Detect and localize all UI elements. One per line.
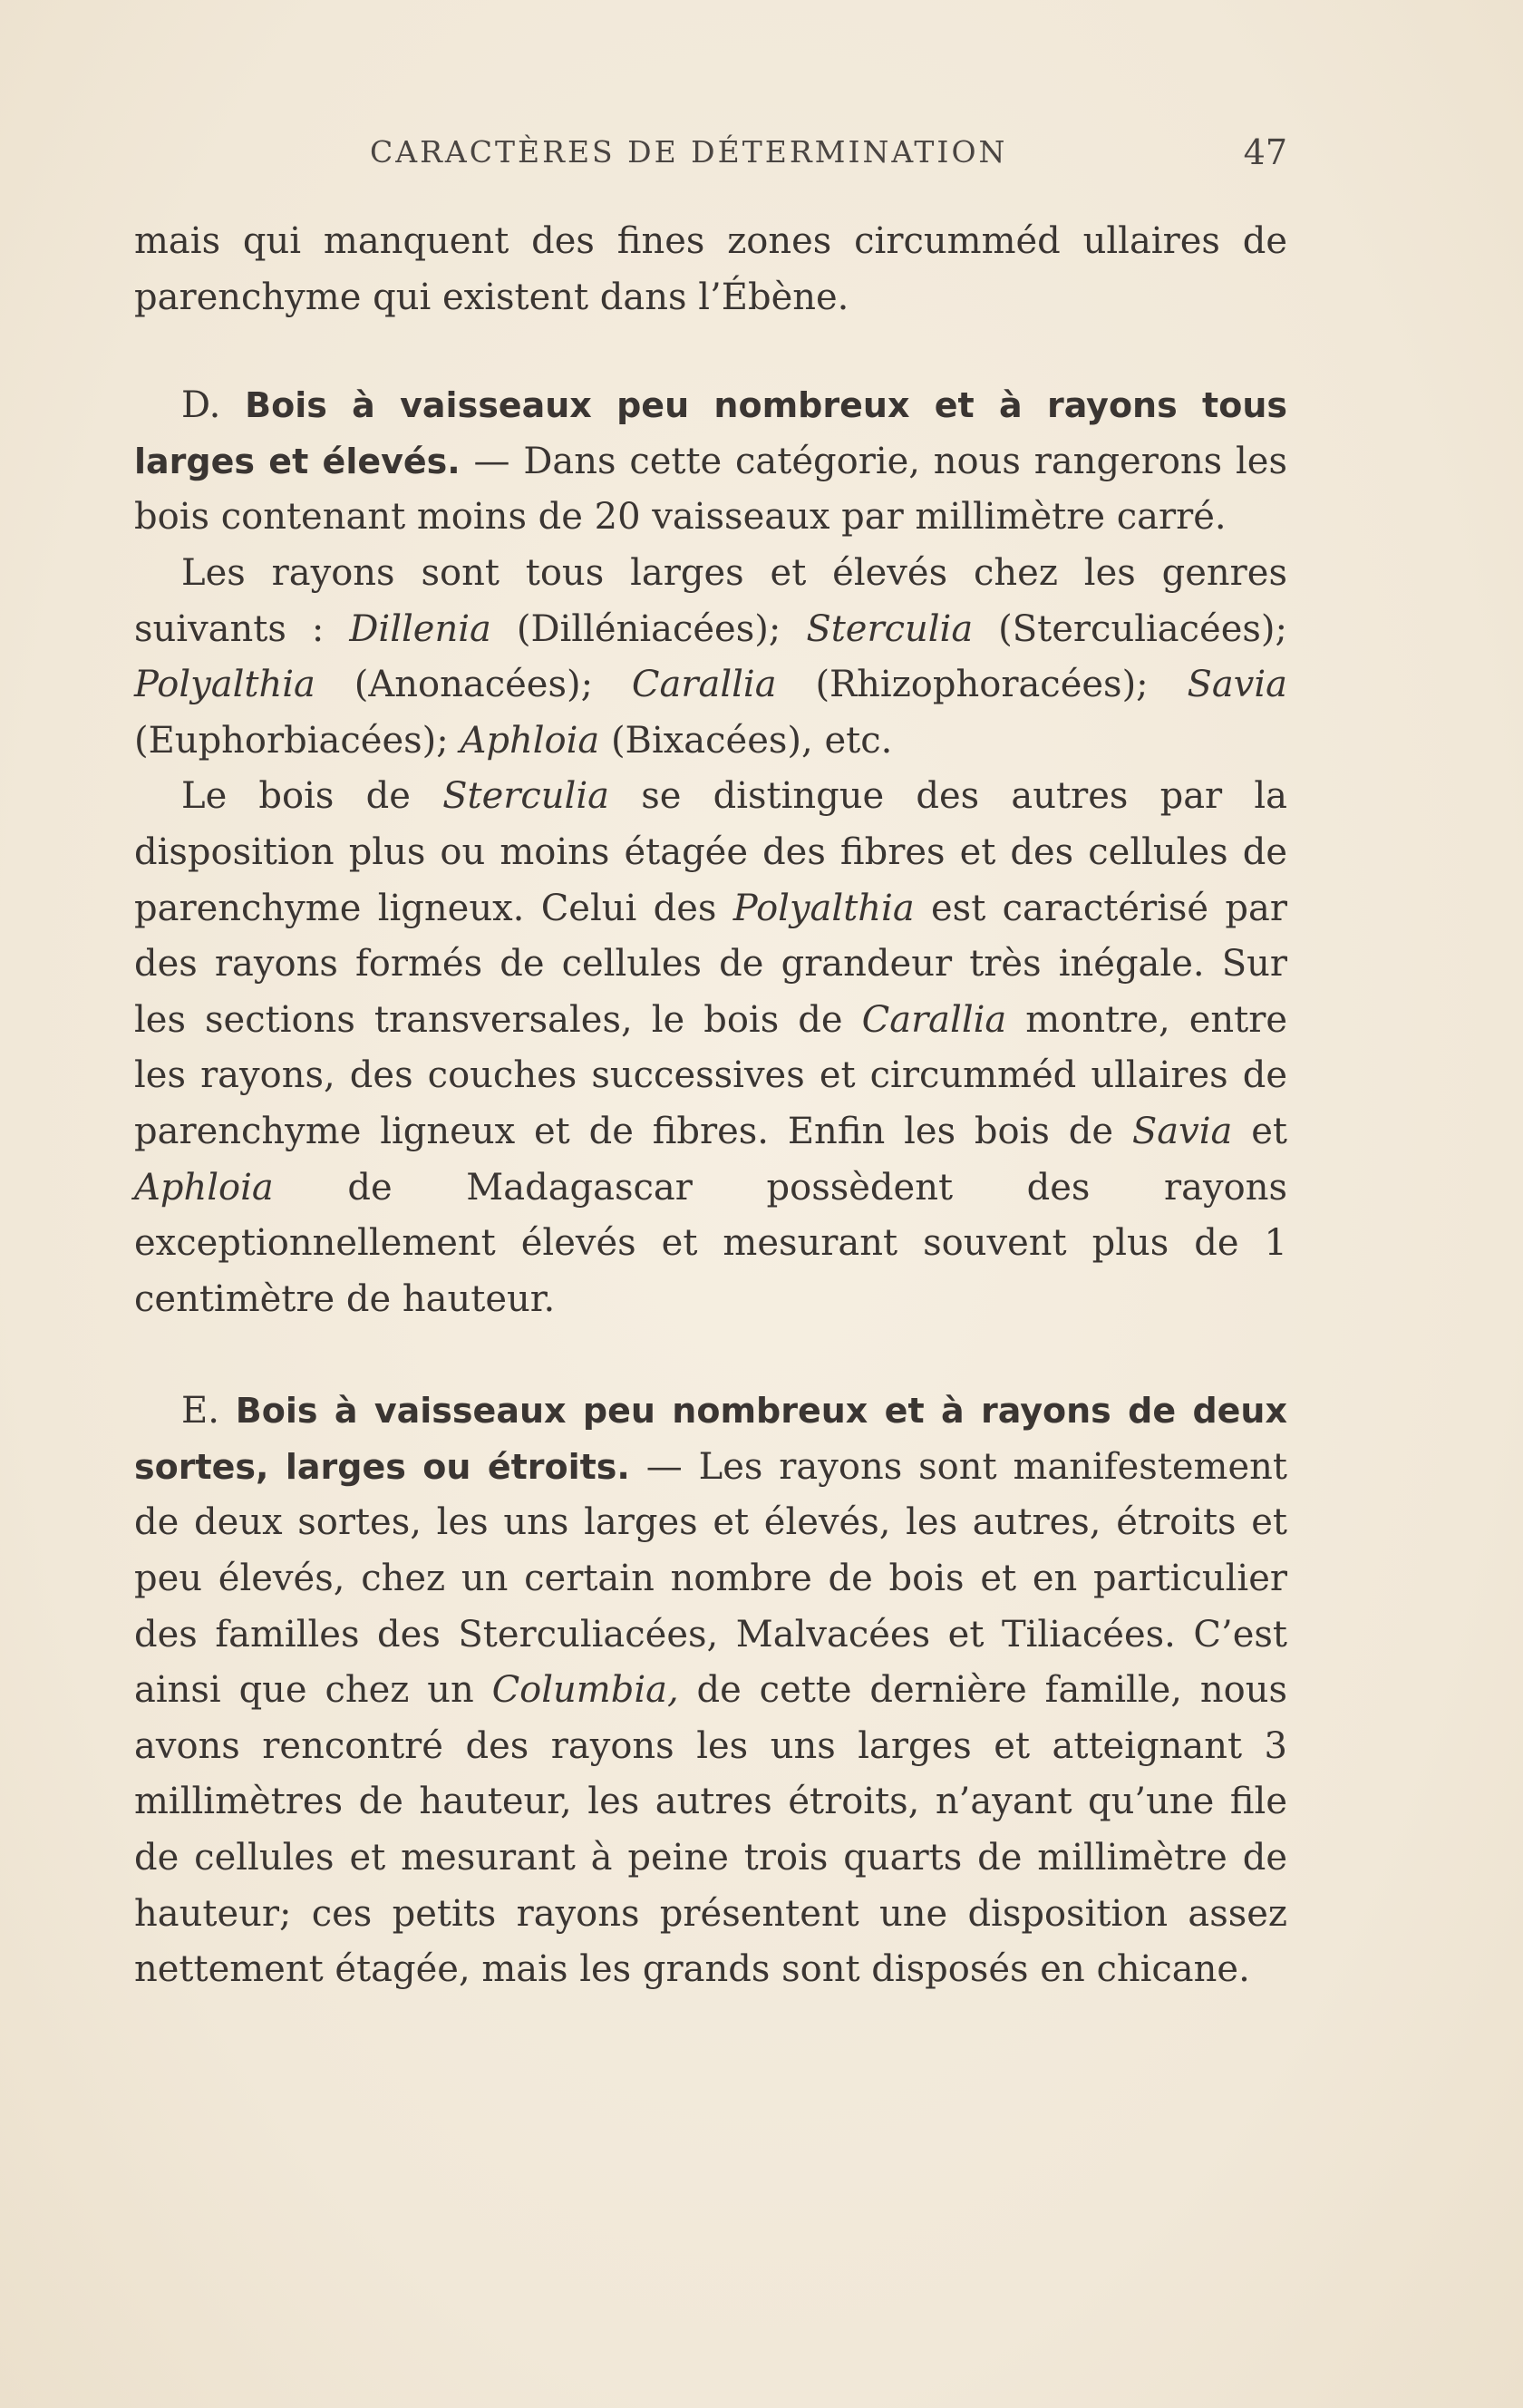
- text-run: (Bixacées), etc.: [599, 719, 893, 762]
- text-run: (Dilléniacées);: [490, 607, 807, 650]
- text-run: (Euphorbiacées);: [134, 719, 461, 762]
- section-text: — Dans cette catégorie, nous rangerons les bois contenant moins de 20 vaisseaux par millimètre carré.: [134, 440, 1287, 539]
- genus-name: Aphloia: [460, 719, 600, 762]
- text-run: montre, entre les rayons, des couches successives et circumméd ullaires de parenchyme ligneux et de fibres. Enfin les bois de: [134, 998, 1287, 1152]
- section-d: [134, 378, 1287, 546]
- genus-name: Carallia: [861, 998, 1007, 1041]
- genus-name: Sterculia: [442, 775, 609, 818]
- section-text: de cette dernière famille, nous avons rencontré des rayons les uns larges et atteignant 3 millimètres de hauteur, les autres étroits, n’ayant qu’une file de cellules et mesurant à peine trois quarts de millimètre de hauteur; ces petits rayons présentent une disposition assez nettement étagée, mais les grands sont disposés en chicane.: [134, 1669, 1287, 1991]
- paragraph-descriptions: [134, 769, 1287, 1327]
- genus-name: Columbia,: [491, 1669, 679, 1712]
- genus-name: Polyalthia: [732, 887, 915, 929]
- genus-name: Dillenia: [349, 607, 491, 650]
- page-body: [134, 214, 1287, 1998]
- text-run: de Madagascar possèdent des rayons exceptionnellement élevés et mesurant souvent plus de 1 centimètre de hauteur.: [134, 1166, 1287, 1320]
- section-heading: Bois à vaisseaux peu nombreux et à rayons tous larges et élevés.: [134, 385, 1287, 481]
- page-number: 47: [1243, 132, 1287, 172]
- page-header: [134, 134, 1287, 170]
- genus-name: Sterculia: [806, 607, 974, 650]
- text-run: et: [1232, 1110, 1287, 1152]
- genus-name: Carallia: [631, 664, 777, 706]
- text-run: (Sterculiacées);: [973, 607, 1287, 650]
- genus-name: Savia: [1131, 1110, 1233, 1152]
- text-run: se distingue des autres par la disposition plus ou moins étagée des fibres et des cellules de parenchyme ligneux. Celui des: [134, 775, 1288, 929]
- genus-name: Polyalthia: [134, 664, 315, 706]
- section-text: — Les rayons sont manifestement de deux sortes, les uns larges et élevés, les autres, étroits et peu élevés, chez un certain nombre de bois et en particulier des familles des Sterculiacées, Malvacées et Tiliacées. C’est ainsi que chez un: [134, 1445, 1287, 1712]
- paragraph-text: mais qui manquent des fines zones circumméd ullaires de parenchyme qui existent dans l’Ébène.: [134, 220, 1287, 318]
- genus-name: Aphloia: [134, 1166, 274, 1209]
- section-letter: E.: [181, 1390, 219, 1432]
- text-run: Le bois de: [181, 775, 443, 818]
- genus-name: Savia: [1187, 664, 1288, 706]
- text-run: Les rayons sont tous larges et élevés chez les genres suivants :: [134, 551, 1287, 650]
- section-heading: Bois à vaisseaux peu nombreux et à rayons de deux sortes, larges ou étroits.: [134, 1391, 1287, 1487]
- text-run: est caractérisé par des rayons formés de cellules de grandeur très inégale. Sur les sections transversales, le bois de: [134, 887, 1287, 1041]
- paragraph-genera-list: [134, 546, 1287, 769]
- section-e: [134, 1384, 1287, 1998]
- running-title: CARACTÈRES DE DÉTERMINATION: [370, 134, 1008, 170]
- paragraph-continuation: [134, 214, 1287, 325]
- text-run: (Anonacées);: [315, 664, 632, 706]
- section-letter: D.: [181, 384, 221, 427]
- text-run: (Rhizophoracées);: [776, 664, 1188, 706]
